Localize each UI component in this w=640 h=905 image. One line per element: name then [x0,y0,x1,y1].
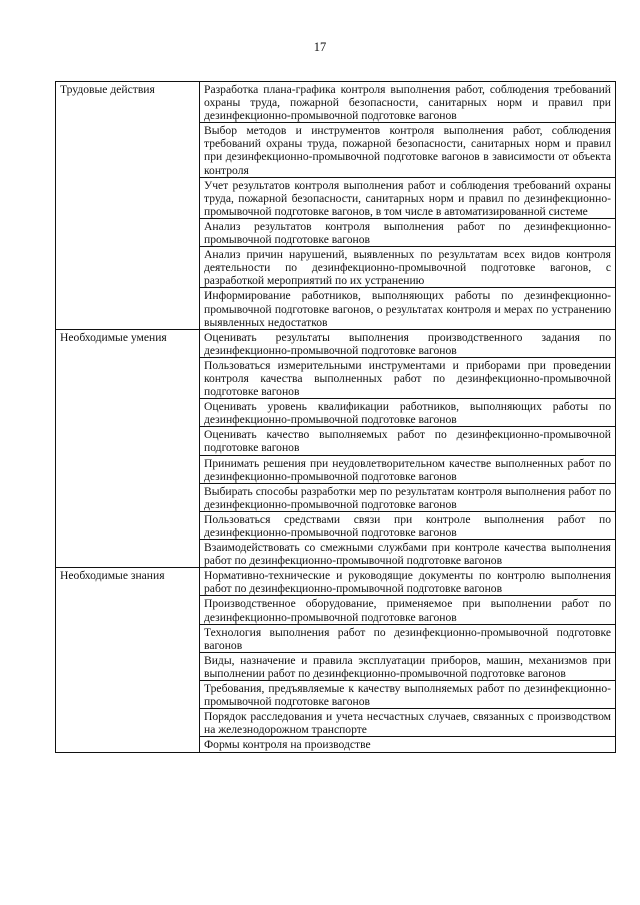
table-cell: Формы контроля на производстве [200,737,616,752]
table-cell: Разработка плана-графика контроля выполнения работ, соблюдения требований охраны труда, пожарной безопасности, санитарных норм и правил при дезинфекционно-промывочной подготовке вагонов [200,82,616,123]
table-cell: Оценивать результаты выполнения производственного задания по дезинфекционно-промывочной подготовке вагонов [200,329,616,357]
table-cell: Принимать решения при неудовлетворительном качестве выполненных работ по дезинфекционно-промывочной подготовке вагонов [200,455,616,483]
competency-table [55,81,616,753]
table-cell: Производственное оборудование, применяемое при выполнении работ по дезинфекционно-промывочной подготовке вагонов [200,596,616,624]
page-number: 17 [313,40,327,54]
table-row [56,568,616,596]
table-cell: Оценивать уровень квалификации работников, выполняющих работы по дезинфекционно-промывочной подготовке вагонов [200,399,616,427]
table-cell: Учет результатов контроля выполнения работ и соблюдения требований охраны труда, пожарной безопасности, санитарных норм и правил по дезинфекционно-промывочной подготовке вагонов, в том числе в автоматизированной системе [200,177,616,218]
table-cell: Требования, предъявляемые к качеству выполняемых работ по дезинфекционно-промывочной подготовке вагонов [200,681,616,709]
table-cell: Технология выполнения работ по дезинфекционно-промывочной подготовке вагонов [200,624,616,652]
table-cell: Порядок расследования и учета несчастных случаев, связанных с производством на железнодорожном транспорте [200,709,616,737]
table-cell: Выбирать способы разработки мер по результатам контроля выполнения работ по дезинфекционно-промывочной подготовке вагонов [200,483,616,511]
table-cell: Пользоваться измерительными инструментами и приборами при проведении контроля качества выполненных работ по дезинфекционно-промывочной подготовке вагонов [200,357,616,398]
table-cell: Информирование работников, выполняющих работы по дезинфекционно-промывочной подготовке вагонов, о результатах контроля и мерах по устранению выявленных недостатков [200,288,616,329]
section-label-required-skills: Необходимые умения [56,329,200,568]
section-label-labor-actions: Трудовые действия [56,82,200,330]
section-label-required-knowledge: Необходимые знания [56,568,200,752]
table-row [56,329,616,357]
table-cell: Анализ причин нарушений, выявленных по результатам всех видов контроля деятельности по дезинфекционно-промывочной подготовке вагонов, с разработкой мероприятий по их устранению [200,247,616,288]
table-cell: Выбор методов и инструментов контроля выполнения работ, соблюдения требований охраны труда, пожарной безопасности, санитарных норм и правил при дезинфекционно-промывочной подготовке вагонов в зависимости от объекта контроля [200,123,616,177]
table-cell: Виды, назначение и правила эксплуатации приборов, машин, механизмов при выполнении работ по дезинфекционно-промывочной подготовке вагонов [200,652,616,680]
table-row [56,82,616,123]
table-cell: Взаимодействовать со смежными службами при контроле качества выполнения работ по дезинфекционно-промывочной подготовке вагонов [200,540,616,568]
table-cell: Пользоваться средствами связи при контроле выполнения работ по дезинфекционно-промывочной подготовке вагонов [200,511,616,539]
table-cell: Нормативно-технические и руководящие документы по контролю выполнения работ по дезинфекционно-промывочной подготовке вагонов [200,568,616,596]
table-cell: Оценивать качество выполняемых работ по дезинфекционно-промывочной подготовке вагонов [200,427,616,455]
table-cell: Анализ результатов контроля выполнения работ по дезинфекционно-промывочной подготовке вагонов [200,218,616,246]
